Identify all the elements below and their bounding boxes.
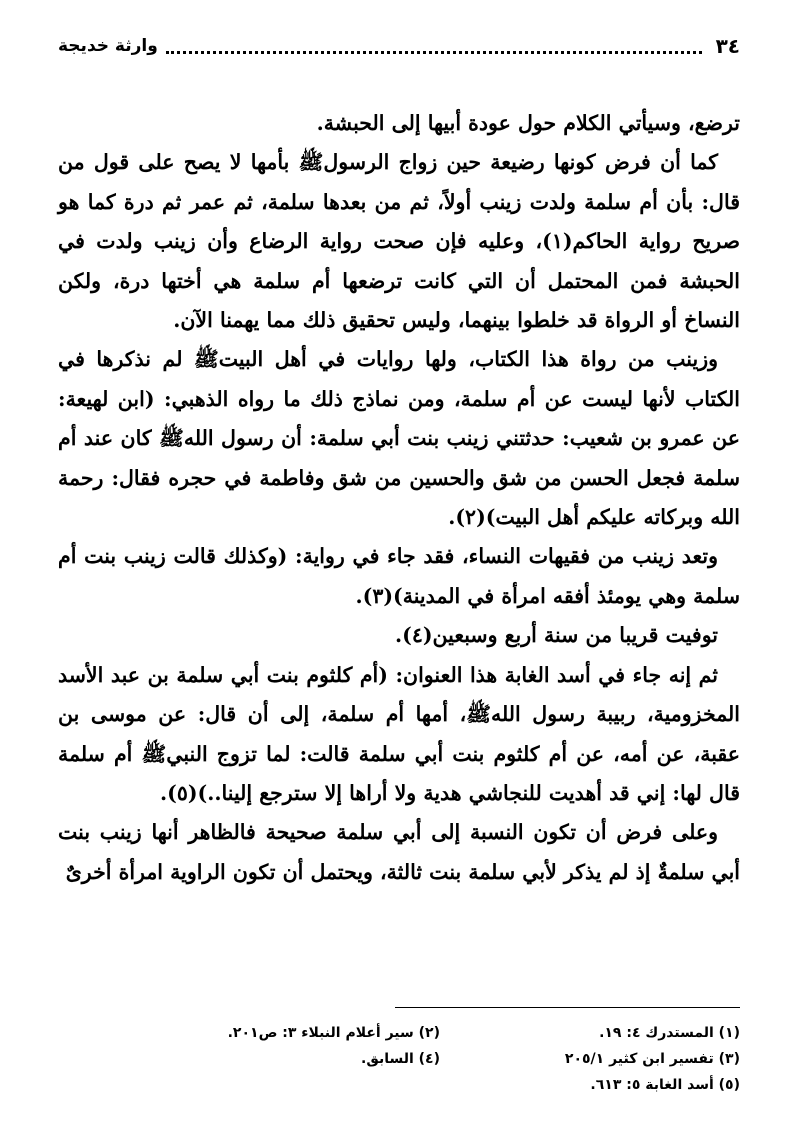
footnote-row [140, 1072, 740, 1098]
header-dot-leader [166, 39, 702, 54]
body-text [58, 104, 740, 892]
paragraph: وزينب من رواة هذا الكتاب، ولها روايات في أهل البيتﷺ لم نذكرها في الكتاب لأنها ليست عن أم سلمة، ومن نماذج ذلك ما رواه الذهبي: (ابن لهيعة: عن عمرو بن شعيب: حدثتني زينب بنت أبي سلمة: أن رسول اللهﷺ كان عند أم سلمة فجعل الحسن من شق والحسين من شق وفاطمة في حجره فقال: رحمة الله وبركاته عليكم أهل البيت)(٢). [58, 347, 740, 530]
running-header [58, 34, 740, 58]
footnote-separator [395, 1007, 740, 1008]
page-number: ٣٤ [715, 34, 740, 58]
paragraph: ثم إنه جاء في أسد الغابة هذا العنوان: (أم كلثوم بنت أبي سلمة بن عبد الأسد المخزومية، ربيبة رسول اللهﷺ، أمها أم سلمة، إلى أن قال: عن موسى بن عقبة، عن أمه، عن أم كلثوم بنت أبي سلمة قالت: لما تزوج النبيﷺ أم سلمة قال لها: إني قد أهديت للنجاشي هدية ولا أراها إلا سترجع إلينا..)(٥). [58, 662, 740, 805]
paragraph: وعلى فرض أن تكون النسبة إلى أبي سلمة صحيحة فالظاهر أنها زينب بنت أبي سلمةٌ إذ لم يذكر لأبي سلمة بنت ثالثة، ويحتمل أن تكون الراوية امرأة أخرىٌ [58, 820, 740, 884]
footnotes [140, 1020, 740, 1098]
footnote: (٤) السابق. [361, 1051, 440, 1067]
footnote: (٢) سير أعلام النبلاء ٣: ص٢٠١. [227, 1025, 440, 1041]
paragraph: وتعد زينب من فقيهات النساء، فقد جاء في رواية: (وكذلك قالت زينب بنت أم سلمة وهي يومئذ أفقه امرأة في المدينة)(٣). [58, 544, 740, 608]
footnote-row [140, 1020, 740, 1046]
paragraph: توفيت قريبا من سنة أربع وسبعين(٤). [395, 623, 718, 648]
footnote: (٥) أسد الغابة ٥: ٦١٣. [590, 1077, 740, 1093]
footnote-row [140, 1046, 740, 1072]
book-title: وارثة خديجة [58, 36, 158, 56]
footnote: (١) المستدرك ٤: ١٩. [599, 1025, 740, 1041]
footnote: (٣) تفسير ابن كثير ٢٠٥/١ [564, 1051, 740, 1067]
paragraph: كما أن فرض كونها رضيعة حين زواج الرسولﷺ بأمها لا يصح على قول من قال: بأن أم سلمة ولدت زينب أولاً، ثم من بعدها سلمة، ثم عمر ثم درة كما هو صريح رواية الحاكم(١)، وعليه فإن صحت رواية الرضاع وأن زينب ولدت في الحبشة فمن المحتمل أن التي كانت ترضعها أم سلمة هي أختها درة، ولكن النساخ أو الرواة قد خلطوا بينهما، وليس تحقيق ذلك مما يهمنا الآن. [58, 150, 740, 333]
paragraph: ترضع، وسيأتي الكلام حول عودة أبيها إلى الحبشة. [316, 111, 740, 135]
